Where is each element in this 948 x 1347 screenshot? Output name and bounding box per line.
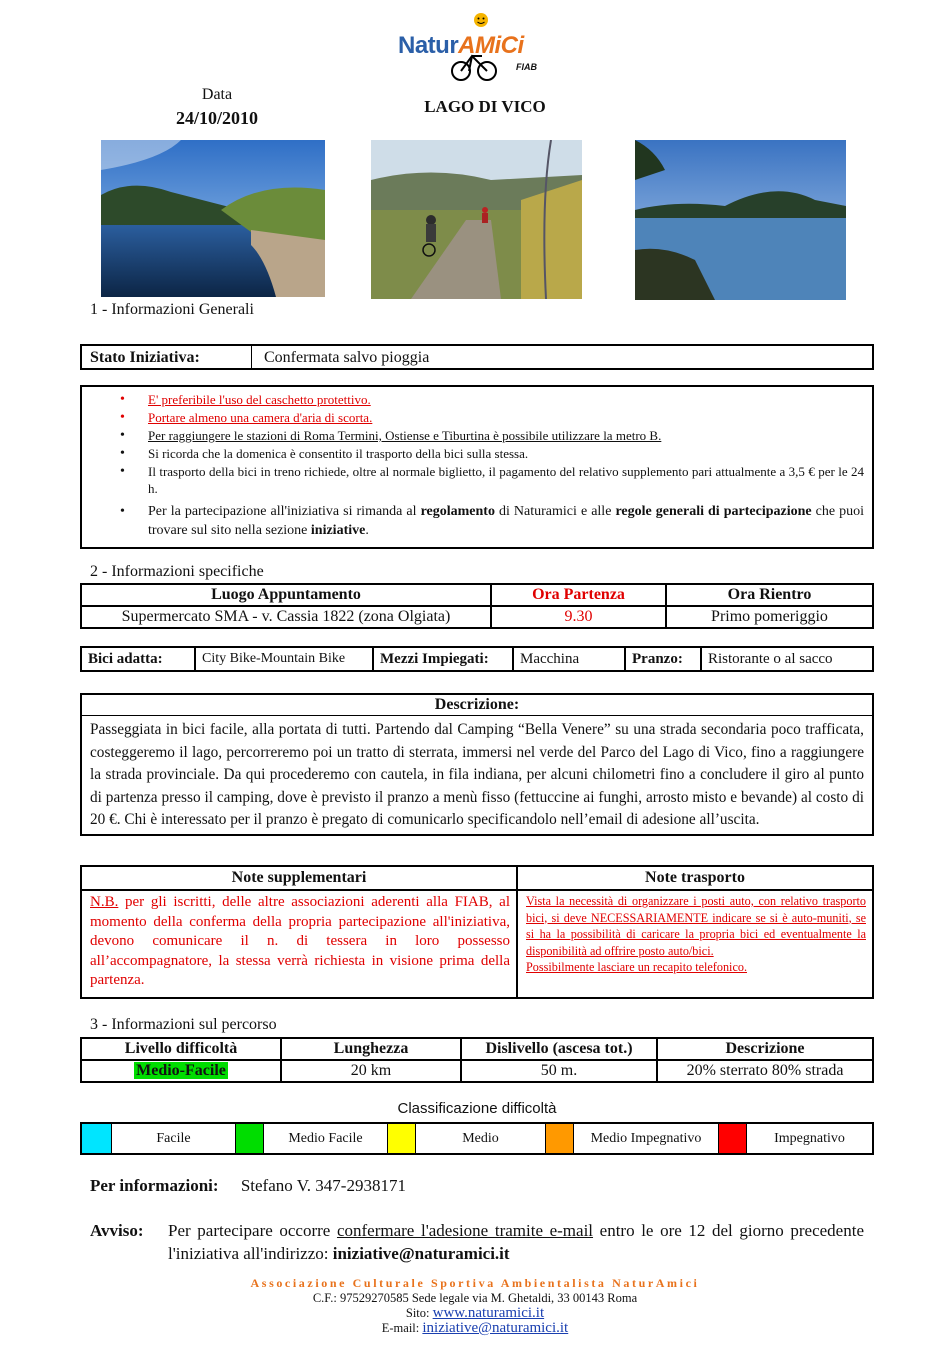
- classification-title: Classificazione difficoltà: [397, 1100, 557, 1117]
- general-notes-list: [80, 385, 874, 549]
- site-link[interactable]: www.naturamici.it: [432, 1305, 545, 1321]
- contact-value: Stefano V. 347-2938171: [240, 1176, 406, 1195]
- contact-info: [90, 1176, 406, 1196]
- pranzo-value: Ristorante o al sacco: [702, 646, 874, 672]
- section-heading-general: 1 - Informazioni Generali: [90, 301, 254, 318]
- legend-label-medio: Medio: [416, 1124, 546, 1153]
- col-partenza: Ora Partenza: [491, 584, 666, 606]
- pranzo-label: Pranzo:: [626, 646, 702, 672]
- col-rientro: Ora Rientro: [666, 584, 873, 606]
- avviso-email[interactable]: iniziative@naturamici.it: [332, 1244, 510, 1263]
- route-table: [80, 1037, 874, 1083]
- list-item-regolamento: • Per la partecipazione all'iniziativa si rimanda al regolamento di Naturamici e alle regole generali di partecipazione che puoi trovare sul sito nella sezione iniziative.: [118, 502, 864, 540]
- status-row: [80, 344, 874, 370]
- mezzi-value: Macchina: [514, 646, 626, 672]
- legend-label-impegnativo: Impegnativo: [774, 1130, 845, 1146]
- status-value: Confermata salvo pioggia: [264, 349, 430, 366]
- luogo-value: Supermercato SMA - v. Cassia 1822 (zona Olgiata): [81, 606, 491, 628]
- legend-swatch-medio: [388, 1124, 416, 1153]
- section-heading-route: 3 - Informazioni sul percorso: [90, 1016, 277, 1033]
- dislivello-value: 50 m.: [461, 1060, 657, 1082]
- legend-swatch-impegnativo: [719, 1124, 747, 1153]
- legend-label-medio-impegnativo: Medio Impegnativo: [574, 1124, 719, 1153]
- col-dislivello: Dislivello (ascesa tot.): [461, 1038, 657, 1060]
- status-label: Stato Iniziativa:: [82, 346, 252, 368]
- legend-swatch-medio-impegnativo: [546, 1124, 574, 1153]
- legend-swatch-medio-facile: [236, 1124, 264, 1153]
- lunghezza-value: 20 km: [281, 1060, 461, 1082]
- description-heading: Descrizione:: [82, 695, 872, 716]
- date-value: 24/10/2010: [175, 108, 258, 128]
- legend-label-medio-facile: Medio Facile: [264, 1124, 388, 1153]
- avviso-text: Per partecipare occorre confermare l'adesione tramite e-mail entro le ore 12 del giorno precedente l'iniziativa all'indirizzo: iniziative@naturamici.it: [168, 1221, 864, 1263]
- partenza-value: 9.30: [491, 606, 666, 628]
- date-label: Data: [201, 86, 233, 103]
- confirm-email-link[interactable]: confermare l'adesione tramite e-mail: [336, 1221, 594, 1240]
- lake-photo-2: [635, 140, 846, 300]
- note-supplementari-heading: Note supplementari: [82, 867, 516, 891]
- col-descrizione: Descrizione: [657, 1038, 873, 1060]
- avviso-label: Avviso:: [90, 1221, 144, 1240]
- page-title: LAGO DI VICO: [424, 97, 546, 116]
- col-livello: Livello difficoltà: [81, 1038, 281, 1060]
- notes-box: [80, 865, 874, 999]
- avviso: [90, 1219, 864, 1265]
- meeting-table: [80, 583, 874, 629]
- description-box: [80, 693, 874, 836]
- cyclists-photo: [371, 140, 582, 299]
- list-item: • Il trasporto della bici in treno richiede, oltre al normale biglietto, il pagamento del relativo supplemento pari attualmente a 3,5 € per le 24 h.: [118, 463, 864, 497]
- legend-swatch-facile: [82, 1124, 112, 1153]
- list-item: • Portare almeno una camera d'aria di scorta.: [118, 409, 864, 426]
- footer-cf: C.F.: 97529270585 Sede legale via M. Ghetaldi, 33 00143 Roma: [312, 1291, 638, 1305]
- col-lunghezza: Lunghezza: [281, 1038, 461, 1060]
- col-luogo: Luogo Appuntamento: [81, 584, 491, 606]
- difficulty-legend: [80, 1122, 874, 1155]
- lake-photo-1: [101, 140, 325, 297]
- note-trasporto-text: Vista la necessità di organizzare i posti auto, con relativo trasporto bici, si deve NECESSARIAMENTE indicare se si è auto-muniti, se si ha la possibilità di caricare la propria bici ed eventualmente la disponibilità ad offrire posto auto/bici. Possibilmente lasciare un recapito telefonico.: [526, 894, 866, 974]
- description-text: Passeggiata in bici facile, alla portata di tutti. Partendo dal Camping “Bella Venere” su una strada secondaria poco trafficata, costeggeremo il lago, percorreremo poi un tratto di sterrata, immersi nel verde del Parco del Lago di Vico, fino a raggiungere la strada provinciale. Da qui procederemo con cautela, in fila indiana, per alcuni chilometri fino a concludere il giro al punto di partenza presso il camping, dove è previsto il pranzo a menù fisso (fettuccine ai funghi, arrosto misto e bevande) al costo di 20 €. Chi è interessato per il pranzo è pregato di comunicarlo specificandolo nell’email di adesione all’uscita.: [90, 721, 864, 828]
- mezzi-label: Mezzi Impiegati:: [374, 646, 514, 672]
- rientro-value: Primo pomeriggio: [666, 606, 873, 628]
- list-item: • Si ricorda che la domenica è consentito il trasporto della bici sulla stessa.: [118, 445, 864, 462]
- list-item[interactable]: • Per raggiungere le stazioni di Roma Termini, Ostiense e Tiburtina è possibile utilizzare la metro B.: [118, 427, 864, 444]
- note-trasporto-heading: Note trasporto: [518, 867, 872, 891]
- naturamici-logo: NaturAMiCi FIAB: [398, 10, 558, 84]
- livello-value: Medio-Facile: [81, 1060, 281, 1082]
- descrizione-value: 20% sterrato 80% strada: [657, 1060, 873, 1082]
- legend-label-facile: Facile: [112, 1124, 236, 1153]
- contact-label: Per informazioni:: [90, 1176, 219, 1195]
- list-item: • E' preferibile l'uso del caschetto protettivo.: [118, 391, 864, 408]
- footer-org: Associazione Culturale Sportiva Ambientalista NaturAmici: [250, 1276, 700, 1290]
- email-link[interactable]: iniziative@naturamici.it: [422, 1320, 569, 1336]
- section-heading-specific: 2 - Informazioni specifiche: [90, 563, 264, 580]
- footer: Associazione Culturale Sportiva Ambientalista NaturAmici C.F.: 97529270585 Sede legale via M. Ghetaldi, 33 00143 Roma Sito: www.naturamici.it E-mail: iniziative@naturamici.it: [200, 1276, 750, 1336]
- note-supplementari-text: N.B. per gli iscritti, delle altre associazioni aderenti alla FIAB, al momento della conferma della propria partecipazione all'iniziativa, devono comunicare il n. di tessera in loro possesso all’accompagnatore, la stessa verrà richiesta in visione prima della partenza.: [90, 894, 510, 988]
- logistics-row: [80, 646, 874, 672]
- fiab-label: FIAB: [516, 62, 537, 72]
- bici-label: Bici adatta:: [80, 646, 196, 672]
- bici-value: City Bike-Mountain Bike: [196, 646, 374, 672]
